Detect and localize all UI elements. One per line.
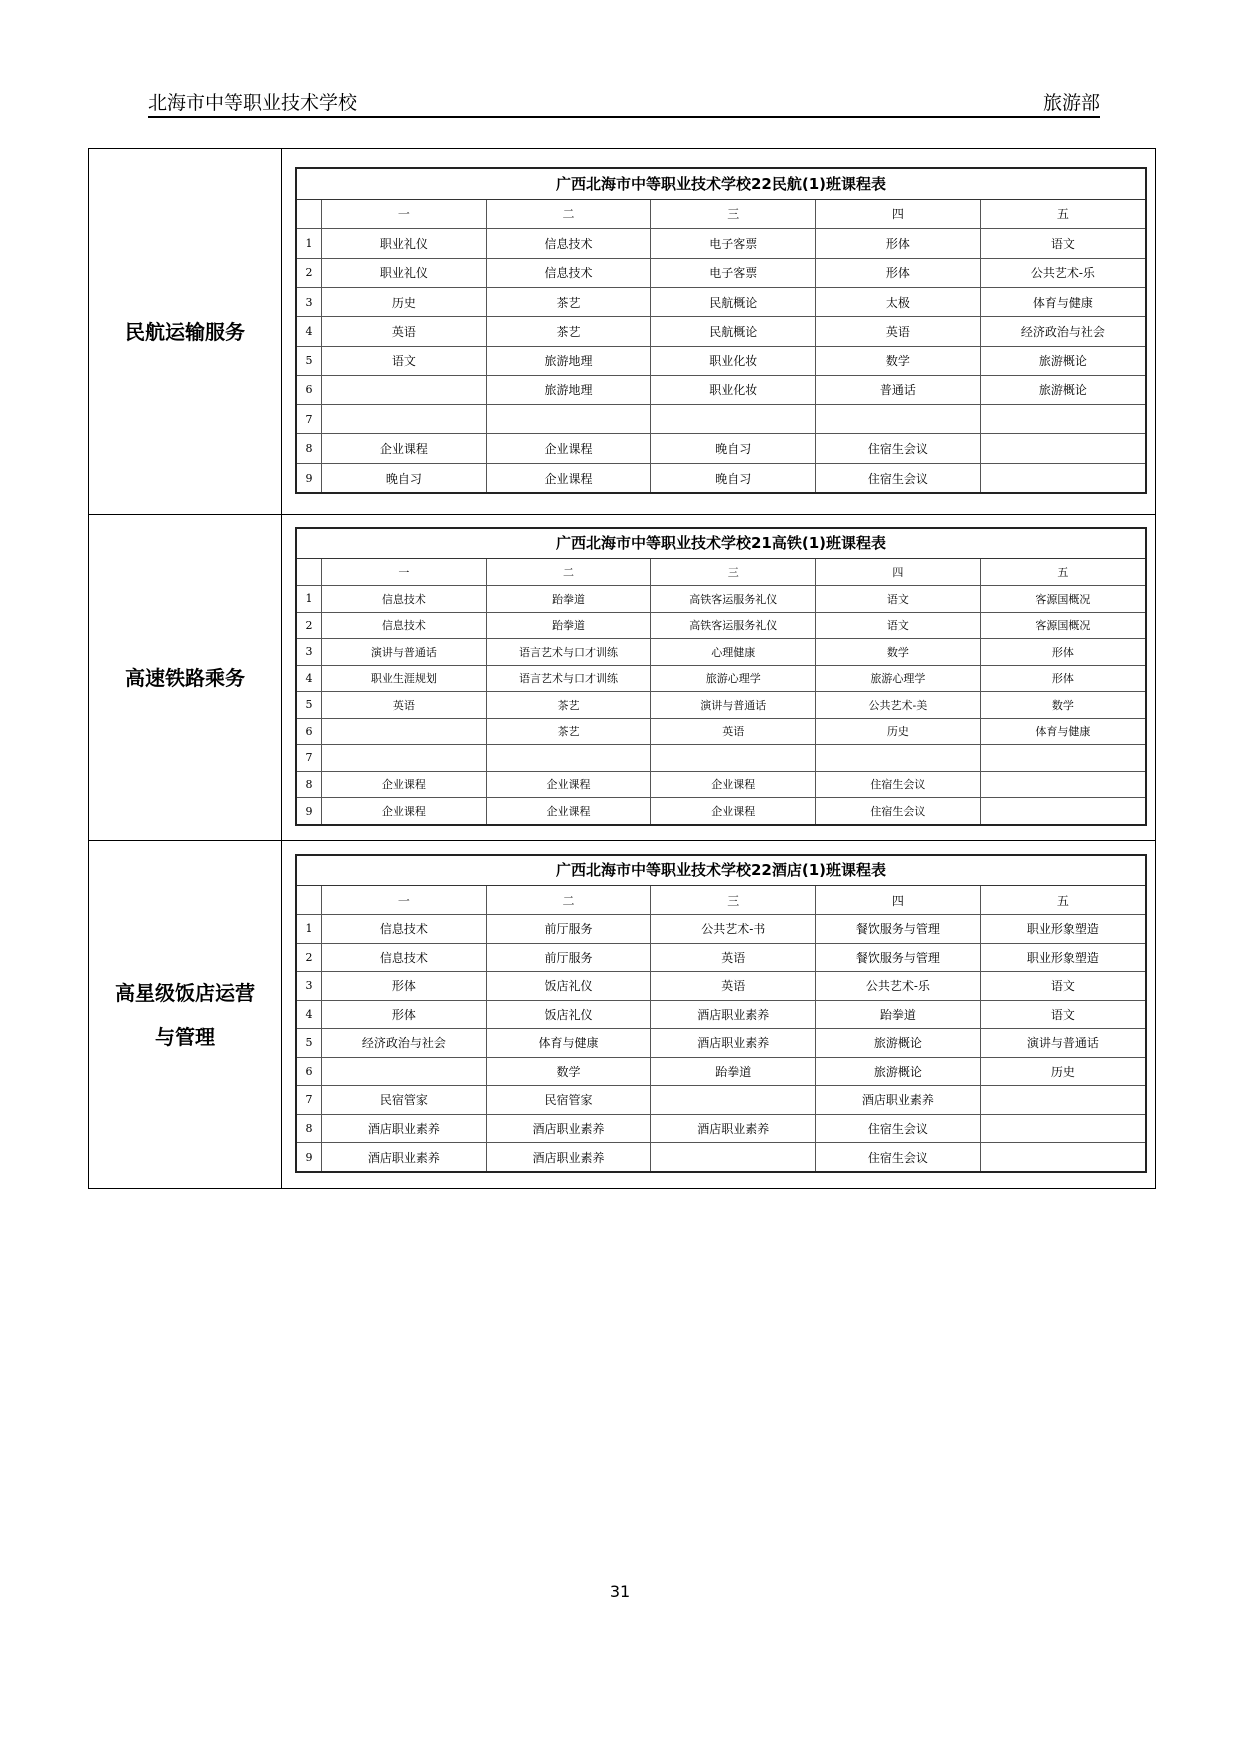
course-cell: 信息技术 bbox=[322, 943, 487, 972]
course-cell: 电子客票 bbox=[651, 258, 816, 287]
course-cell: 晚自习 bbox=[651, 434, 816, 463]
course-cell: 信息技术 bbox=[322, 915, 487, 944]
course-cell bbox=[980, 405, 1145, 434]
schedule-row bbox=[297, 1057, 1145, 1086]
course-cell bbox=[486, 405, 651, 434]
course-cell: 晚自习 bbox=[651, 463, 816, 492]
schedule-row bbox=[297, 405, 1145, 434]
day-header: 二 bbox=[486, 200, 651, 229]
day-header: 五 bbox=[980, 200, 1145, 229]
day-header: 三 bbox=[651, 200, 816, 229]
period-number: 9 bbox=[297, 798, 322, 825]
schedule-row bbox=[297, 639, 1145, 666]
course-cell: 职业形象塑造 bbox=[980, 943, 1145, 972]
period-number: 5 bbox=[297, 1029, 322, 1058]
major-name bbox=[89, 841, 282, 1189]
course-cell: 数学 bbox=[816, 639, 981, 666]
course-cell: 语言艺术与口才训练 bbox=[486, 639, 651, 666]
schedule-grid bbox=[297, 200, 1145, 493]
schedule-row bbox=[297, 229, 1145, 258]
course-cell bbox=[816, 745, 981, 772]
course-cell: 酒店职业素养 bbox=[322, 1143, 487, 1172]
course-cell: 旅游地理 bbox=[486, 375, 651, 404]
course-cell: 形体 bbox=[322, 1000, 487, 1029]
course-cell: 住宿生会议 bbox=[816, 1143, 981, 1172]
schedule-row bbox=[297, 771, 1145, 798]
schedule-row bbox=[297, 258, 1145, 287]
schedule-row bbox=[297, 1114, 1145, 1143]
course-cell: 酒店职业素养 bbox=[816, 1086, 981, 1115]
course-cell bbox=[322, 745, 487, 772]
major-name-line: 与管理 bbox=[155, 1024, 215, 1049]
major-row bbox=[89, 515, 1156, 841]
period-number: 5 bbox=[297, 692, 322, 719]
schedule-row bbox=[297, 434, 1145, 463]
course-cell: 语文 bbox=[322, 346, 487, 375]
course-cell: 信息技术 bbox=[322, 612, 487, 639]
course-cell: 经济政治与社会 bbox=[980, 317, 1145, 346]
course-cell: 形体 bbox=[980, 639, 1145, 666]
course-cell: 形体 bbox=[980, 665, 1145, 692]
course-cell: 心理健康 bbox=[651, 639, 816, 666]
course-cell: 跆拳道 bbox=[816, 1000, 981, 1029]
major-name-line: 高星级饭店运营 bbox=[115, 980, 255, 1005]
course-cell: 职业礼仪 bbox=[322, 258, 487, 287]
course-cell: 企业课程 bbox=[651, 798, 816, 825]
course-cell: 茶艺 bbox=[486, 317, 651, 346]
course-cell: 住宿生会议 bbox=[816, 798, 981, 825]
day-header: 一 bbox=[322, 559, 487, 586]
course-cell bbox=[816, 405, 981, 434]
course-cell: 信息技术 bbox=[322, 586, 487, 613]
course-cell: 餐饮服务与管理 bbox=[816, 915, 981, 944]
course-cell: 茶艺 bbox=[486, 718, 651, 745]
period-number: 8 bbox=[297, 771, 322, 798]
day-header: 四 bbox=[816, 886, 981, 915]
course-cell: 企业课程 bbox=[651, 771, 816, 798]
course-cell: 演讲与普通话 bbox=[980, 1029, 1145, 1058]
course-cell: 数学 bbox=[486, 1057, 651, 1086]
schedule-header-row bbox=[297, 886, 1145, 915]
course-cell: 历史 bbox=[322, 287, 487, 316]
schedule-row bbox=[297, 1143, 1145, 1172]
course-cell: 英语 bbox=[651, 718, 816, 745]
period-number: 5 bbox=[297, 346, 322, 375]
header-school-name: 北海市中等职业技术学校 bbox=[148, 92, 358, 114]
course-cell: 住宿生会议 bbox=[816, 434, 981, 463]
course-cell: 旅游概论 bbox=[816, 1029, 981, 1058]
schedule-row bbox=[297, 915, 1145, 944]
schedule-row bbox=[297, 943, 1145, 972]
period-number: 7 bbox=[297, 405, 322, 434]
period-number: 8 bbox=[297, 1114, 322, 1143]
course-cell: 跆拳道 bbox=[651, 1057, 816, 1086]
course-cell: 住宿生会议 bbox=[816, 1114, 981, 1143]
schedule-corner-cell bbox=[297, 200, 322, 229]
period-number: 4 bbox=[297, 665, 322, 692]
course-cell: 跆拳道 bbox=[486, 586, 651, 613]
course-cell: 茶艺 bbox=[486, 692, 651, 719]
course-cell: 公共艺术-书 bbox=[651, 915, 816, 944]
schedule-row bbox=[297, 1000, 1145, 1029]
course-cell bbox=[980, 745, 1145, 772]
course-cell: 企业课程 bbox=[322, 771, 487, 798]
course-cell: 公共艺术-乐 bbox=[816, 972, 981, 1001]
course-cell: 职业化妆 bbox=[651, 375, 816, 404]
course-cell: 企业课程 bbox=[486, 798, 651, 825]
schedule-row bbox=[297, 692, 1145, 719]
period-number: 4 bbox=[297, 317, 322, 346]
schedule-row bbox=[297, 317, 1145, 346]
course-cell bbox=[980, 771, 1145, 798]
course-cell bbox=[980, 1143, 1145, 1172]
course-cell: 前厅服务 bbox=[486, 943, 651, 972]
day-header: 二 bbox=[486, 886, 651, 915]
schedule-row bbox=[297, 1029, 1145, 1058]
course-cell bbox=[322, 405, 487, 434]
schedule-row bbox=[297, 375, 1145, 404]
period-number: 3 bbox=[297, 639, 322, 666]
course-cell: 旅游概论 bbox=[980, 375, 1145, 404]
period-number: 3 bbox=[297, 972, 322, 1001]
course-cell: 客源国概况 bbox=[980, 586, 1145, 613]
course-cell: 酒店职业素养 bbox=[322, 1114, 487, 1143]
major-row bbox=[89, 149, 1156, 515]
period-number: 4 bbox=[297, 1000, 322, 1029]
day-header: 三 bbox=[651, 886, 816, 915]
course-cell: 体育与健康 bbox=[486, 1029, 651, 1058]
schedule-corner-cell bbox=[297, 559, 322, 586]
course-cell: 历史 bbox=[980, 1057, 1145, 1086]
course-cell: 职业形象塑造 bbox=[980, 915, 1145, 944]
class-schedule bbox=[295, 854, 1147, 1173]
course-cell: 酒店职业素养 bbox=[651, 1000, 816, 1029]
day-header: 二 bbox=[486, 559, 651, 586]
course-cell: 酒店职业素养 bbox=[486, 1114, 651, 1143]
course-cell: 饭店礼仪 bbox=[486, 972, 651, 1001]
course-cell: 语文 bbox=[980, 1000, 1145, 1029]
period-number: 1 bbox=[297, 586, 322, 613]
course-cell: 太极 bbox=[816, 287, 981, 316]
course-cell: 公共艺术-乐 bbox=[980, 258, 1145, 287]
course-cell: 语文 bbox=[816, 612, 981, 639]
course-cell: 信息技术 bbox=[486, 229, 651, 258]
course-cell: 电子客票 bbox=[651, 229, 816, 258]
schedule-title: 广西北海市中等职业技术学校22民航(1)班课程表 bbox=[297, 169, 1145, 200]
course-cell: 经济政治与社会 bbox=[322, 1029, 487, 1058]
course-cell: 酒店职业素养 bbox=[651, 1114, 816, 1143]
course-cell: 饭店礼仪 bbox=[486, 1000, 651, 1029]
course-cell bbox=[322, 718, 487, 745]
day-header: 一 bbox=[322, 886, 487, 915]
header-department: 旅游部 bbox=[1042, 92, 1100, 114]
course-cell: 演讲与普通话 bbox=[651, 692, 816, 719]
course-cell: 企业课程 bbox=[486, 771, 651, 798]
course-cell: 职业化妆 bbox=[651, 346, 816, 375]
course-cell bbox=[980, 798, 1145, 825]
period-number: 6 bbox=[297, 1057, 322, 1086]
course-cell: 客源国概况 bbox=[980, 612, 1145, 639]
course-cell: 语文 bbox=[980, 229, 1145, 258]
course-cell: 民航概论 bbox=[651, 287, 816, 316]
course-cell: 公共艺术-美 bbox=[816, 692, 981, 719]
course-cell: 酒店职业素养 bbox=[486, 1143, 651, 1172]
course-cell: 企业课程 bbox=[322, 434, 487, 463]
period-number: 9 bbox=[297, 1143, 322, 1172]
major-schedule-table bbox=[88, 148, 1156, 1189]
schedule-grid bbox=[297, 886, 1145, 1171]
schedule-title: 广西北海市中等职业技术学校21高铁(1)班课程表 bbox=[297, 529, 1145, 559]
course-cell bbox=[651, 405, 816, 434]
course-cell: 旅游心理学 bbox=[651, 665, 816, 692]
period-number: 6 bbox=[297, 718, 322, 745]
day-header: 三 bbox=[651, 559, 816, 586]
course-cell: 语言艺术与口才训练 bbox=[486, 665, 651, 692]
period-number: 3 bbox=[297, 287, 322, 316]
period-number: 8 bbox=[297, 434, 322, 463]
course-cell: 住宿生会议 bbox=[816, 771, 981, 798]
schedule-row bbox=[297, 287, 1145, 316]
course-cell: 体育与健康 bbox=[980, 287, 1145, 316]
course-cell: 数学 bbox=[816, 346, 981, 375]
schedule-row bbox=[297, 745, 1145, 772]
schedule-row bbox=[297, 612, 1145, 639]
course-cell: 民宿管家 bbox=[322, 1086, 487, 1115]
course-cell bbox=[980, 1114, 1145, 1143]
course-cell: 企业课程 bbox=[486, 463, 651, 492]
schedule-grid bbox=[297, 559, 1145, 824]
course-cell: 英语 bbox=[322, 317, 487, 346]
course-cell: 形体 bbox=[816, 258, 981, 287]
course-cell: 民航概论 bbox=[651, 317, 816, 346]
period-number: 2 bbox=[297, 258, 322, 287]
day-header: 五 bbox=[980, 559, 1145, 586]
day-header: 一 bbox=[322, 200, 487, 229]
course-cell: 历史 bbox=[816, 718, 981, 745]
class-schedule bbox=[295, 527, 1147, 826]
period-number: 2 bbox=[297, 943, 322, 972]
major-name: 高速铁路乘务 bbox=[89, 515, 282, 841]
course-cell: 餐饮服务与管理 bbox=[816, 943, 981, 972]
schedule-row bbox=[297, 463, 1145, 492]
period-number: 9 bbox=[297, 463, 322, 492]
course-cell: 英语 bbox=[816, 317, 981, 346]
period-number: 7 bbox=[297, 745, 322, 772]
schedule-header-row bbox=[297, 559, 1145, 586]
course-cell bbox=[322, 375, 487, 404]
course-cell: 普通话 bbox=[816, 375, 981, 404]
course-cell: 语文 bbox=[816, 586, 981, 613]
schedule-row bbox=[297, 1086, 1145, 1115]
course-cell: 民宿管家 bbox=[486, 1086, 651, 1115]
course-cell bbox=[980, 434, 1145, 463]
course-cell bbox=[980, 463, 1145, 492]
period-number: 2 bbox=[297, 612, 322, 639]
major-name: 民航运输服务 bbox=[89, 149, 282, 515]
schedule-row bbox=[297, 718, 1145, 745]
page-number: 31 bbox=[609, 1582, 631, 1601]
schedule-row bbox=[297, 798, 1145, 825]
schedule-row bbox=[297, 972, 1145, 1001]
course-cell: 信息技术 bbox=[486, 258, 651, 287]
period-number: 7 bbox=[297, 1086, 322, 1115]
schedule-row bbox=[297, 586, 1145, 613]
course-cell: 企业课程 bbox=[322, 798, 487, 825]
course-cell: 高铁客运服务礼仪 bbox=[651, 612, 816, 639]
course-cell: 前厅服务 bbox=[486, 915, 651, 944]
course-cell: 旅游地理 bbox=[486, 346, 651, 375]
course-cell bbox=[651, 745, 816, 772]
schedule-corner-cell bbox=[297, 886, 322, 915]
course-cell: 晚自习 bbox=[322, 463, 487, 492]
course-cell: 形体 bbox=[322, 972, 487, 1001]
course-cell: 体育与健康 bbox=[980, 718, 1145, 745]
course-cell: 茶艺 bbox=[486, 287, 651, 316]
course-cell: 职业礼仪 bbox=[322, 229, 487, 258]
course-cell: 数学 bbox=[980, 692, 1145, 719]
schedule-row bbox=[297, 346, 1145, 375]
course-cell: 住宿生会议 bbox=[816, 463, 981, 492]
period-number: 6 bbox=[297, 375, 322, 404]
major-row bbox=[89, 841, 1156, 1189]
course-cell bbox=[486, 745, 651, 772]
course-cell: 旅游心理学 bbox=[816, 665, 981, 692]
course-cell: 旅游概论 bbox=[816, 1057, 981, 1086]
schedule-header-row bbox=[297, 200, 1145, 229]
page-header bbox=[148, 86, 1100, 118]
course-cell: 酒店职业素养 bbox=[651, 1029, 816, 1058]
course-cell: 演讲与普通话 bbox=[322, 639, 487, 666]
schedule-row bbox=[297, 665, 1145, 692]
day-header: 四 bbox=[816, 559, 981, 586]
course-cell: 企业课程 bbox=[486, 434, 651, 463]
course-cell: 跆拳道 bbox=[486, 612, 651, 639]
day-header: 四 bbox=[816, 200, 981, 229]
course-cell bbox=[651, 1086, 816, 1115]
course-cell: 英语 bbox=[651, 943, 816, 972]
course-cell: 旅游概论 bbox=[980, 346, 1145, 375]
course-cell bbox=[651, 1143, 816, 1172]
course-cell bbox=[322, 1057, 487, 1086]
day-header: 五 bbox=[980, 886, 1145, 915]
class-schedule bbox=[295, 167, 1147, 495]
schedule-title: 广西北海市中等职业技术学校22酒店(1)班课程表 bbox=[297, 856, 1145, 886]
course-cell: 高铁客运服务礼仪 bbox=[651, 586, 816, 613]
course-cell: 职业生涯规划 bbox=[322, 665, 487, 692]
period-number: 1 bbox=[297, 229, 322, 258]
period-number: 1 bbox=[297, 915, 322, 944]
course-cell: 英语 bbox=[651, 972, 816, 1001]
course-cell bbox=[980, 1086, 1145, 1115]
course-cell: 形体 bbox=[816, 229, 981, 258]
course-cell: 英语 bbox=[322, 692, 487, 719]
course-cell: 语文 bbox=[980, 972, 1145, 1001]
